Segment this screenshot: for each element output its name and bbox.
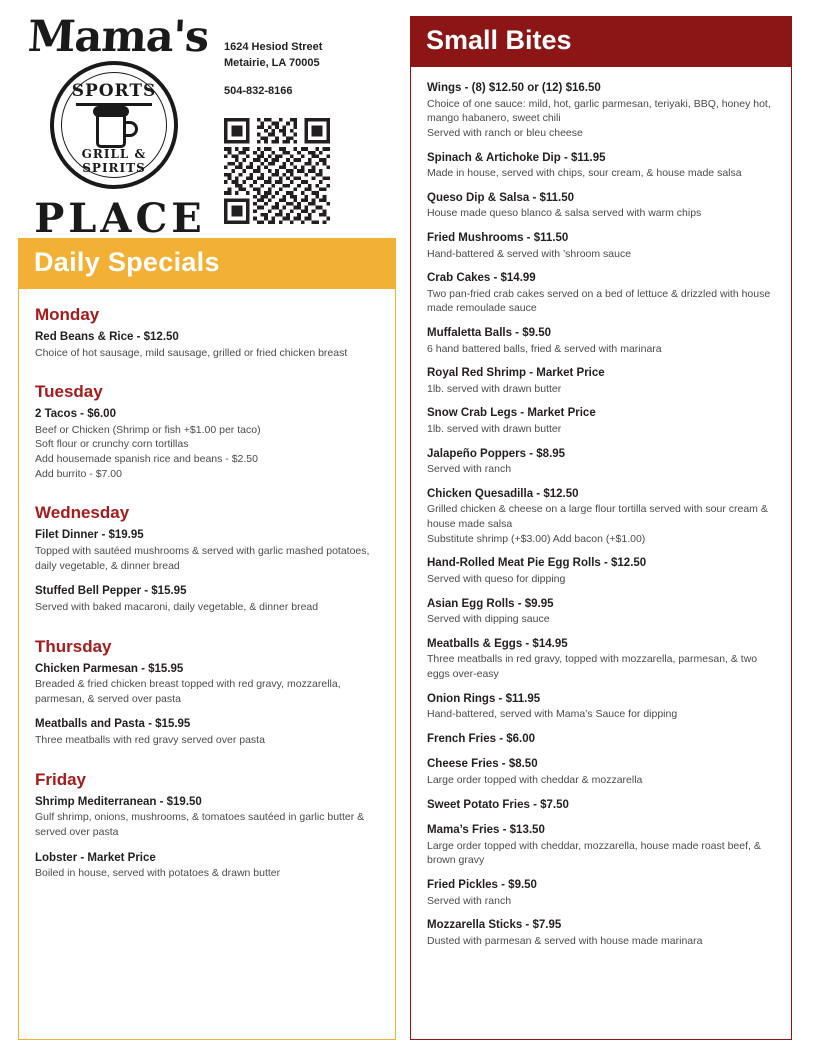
menu-item-title: Royal Red Shrimp - Market Price xyxy=(427,367,605,380)
menu-item-title: Meatballs and Pasta - $15.95 xyxy=(35,718,191,731)
menu-item-description: Served with ranch xyxy=(427,894,512,907)
right-column xyxy=(410,16,792,1040)
menu-item-description: Breaded & fried chicken breast topped with red gravy, mozzarella, parmesan, & served over pasta xyxy=(35,678,341,705)
menu-item-title: Snow Crab Legs - Market Price xyxy=(427,407,596,420)
logo-name: Mama's xyxy=(26,12,210,62)
menu-item-title: Asian Egg Rolls - $9.95 xyxy=(427,597,554,610)
logo-place: PLACE xyxy=(34,195,206,242)
menu-item-description: Choice of one sauce: mild, hot, garlic parmesan, teriyaki, BBQ, honey hot, mango habanero, sweet chili Served with ranch or bleu cheese xyxy=(427,97,771,139)
menu-item xyxy=(427,918,775,948)
menu-item xyxy=(427,366,775,396)
small-bites-body xyxy=(410,67,792,1040)
address-street: 1624 Hesiod Street xyxy=(224,41,323,53)
contact-block xyxy=(224,16,392,230)
menu-item xyxy=(427,732,775,748)
menu-item xyxy=(427,597,775,627)
menu-item-title: Jalapeño Poppers - $8.95 xyxy=(427,447,566,460)
menu-item-description: 1lb. served with drawn butter xyxy=(427,382,562,395)
menu-item-title: Mozzarella Sticks - $7.95 xyxy=(427,919,562,932)
menu-item xyxy=(35,851,379,881)
menu-item xyxy=(427,151,775,181)
menu-item xyxy=(35,795,379,840)
menu-item xyxy=(427,692,775,722)
menu-item xyxy=(35,584,379,614)
menu-item-title: Spinach & Artichoke Dip - $11.95 xyxy=(427,151,606,164)
beer-mug-icon xyxy=(90,106,138,150)
menu-item xyxy=(427,556,775,586)
menu-item-title: Chicken Parmesan - $15.95 xyxy=(35,662,184,675)
menu-item-description: Three meatballs with red gravy served over pasta xyxy=(35,733,265,746)
menu-item-title: Sweet Potato Fries - $7.50 xyxy=(427,798,569,811)
menu-item-title: Lobster - Market Price xyxy=(35,851,156,864)
menu-item-description: Made in house, served with chips, sour cream, & house made salsa xyxy=(427,167,742,180)
menu-item-title: Muffaletta Balls - $9.50 xyxy=(427,327,551,340)
menu-item xyxy=(427,798,775,814)
menu-item-description: Large order topped with cheddar & mozzarella xyxy=(427,774,643,786)
menu-item xyxy=(427,637,775,682)
menu-item-title: Wings - (8) $12.50 or (12) $16.50 xyxy=(427,82,601,94)
menu-item-title: Crab Cakes - $14.99 xyxy=(427,272,536,285)
menu-item xyxy=(427,878,775,908)
menu-item-description: Three meatballs in red gravy, topped with mozzarella, parmesan, & two eggs over-easy xyxy=(427,653,758,681)
menu-item xyxy=(427,757,775,787)
specials-day-heading: Wednesday xyxy=(35,503,130,523)
menu-item xyxy=(35,407,379,481)
menu-item xyxy=(427,81,775,141)
menu-item-title: Fried Mushrooms - $11.50 xyxy=(427,231,569,244)
logo-badge-top: SPORTS xyxy=(71,81,157,101)
menu-item-description: Grilled chicken & cheese on a large flour tortilla served with sour cream & house made salsa Substitute shrimp (+$3.00) Add bacon (+$1.00) xyxy=(427,503,768,545)
menu-item-description: 6 hand battered balls, fried & served with marinara xyxy=(427,342,662,355)
phone-number: 504-832-8166 xyxy=(224,84,293,97)
specials-day-heading: Monday xyxy=(35,305,100,324)
menu-item-description: Dusted with parmesan & served with house made marinara xyxy=(427,934,703,947)
daily-specials-body xyxy=(18,289,396,1040)
menu-item-title: Chicken Quesadilla - $12.50 xyxy=(427,487,579,500)
menu-item-description: Two pan-fried crab cakes served on a bed of lettuce & drizzled with house made remoulade sauce xyxy=(427,287,771,315)
menu-item-title: Fried Pickles - $9.50 xyxy=(427,879,537,892)
menu-item xyxy=(427,231,775,261)
menu-item-description: Served with queso for dipping xyxy=(427,572,566,585)
menu-item-title: Red Beans & Rice - $12.50 xyxy=(35,331,179,343)
menu-item-title: Mama’s Fries - $13.50 xyxy=(427,824,545,837)
menu-item-description: Boiled in house, served with potatoes & drawn butter xyxy=(35,867,281,880)
specials-day-heading: Friday xyxy=(35,769,87,789)
restaurant-logo xyxy=(22,12,218,242)
logo-badge-bottom: GRILL & SPIRITS xyxy=(81,147,147,175)
menu-item-description: Served with dipping sauce xyxy=(427,613,550,626)
menu-item xyxy=(427,406,775,436)
menu-item-title: Stuffed Bell Pepper - $15.95 xyxy=(35,585,187,598)
menu-item-description: Topped with sautéed mushrooms & served with garlic mashed potatoes, daily vegetable, & dinner bread xyxy=(35,544,370,572)
daily-specials-heading: Daily Specials xyxy=(18,238,396,289)
menu-item-description: House made queso blanco & salsa served with warm chips xyxy=(427,207,702,220)
menu-item-title: Shrimp Mediterranean - $19.50 xyxy=(35,795,202,808)
menu-item xyxy=(427,487,775,547)
menu-item xyxy=(35,528,379,573)
menu-item xyxy=(427,191,775,221)
small-bites-heading: Small Bites xyxy=(410,16,792,67)
menu-item-description: 1lb. served with drawn butter xyxy=(427,423,562,435)
address-city: Metairie, LA 70005 xyxy=(224,56,320,69)
menu-item-description: Hand-battered, served with Mama’s Sauce for dipping xyxy=(427,708,678,721)
menu-item-description: Served with baked macaroni, daily vegetable, & dinner bread xyxy=(35,600,319,613)
menu-item-description: Choice of hot sausage, mild sausage, grilled or fried chicken breast xyxy=(35,346,348,359)
menu-item xyxy=(35,330,379,360)
qr-code-icon xyxy=(224,118,330,224)
menu-item-title: Meatballs & Eggs - $14.95 xyxy=(427,637,568,650)
menu-item xyxy=(427,326,775,356)
menu-item xyxy=(427,271,775,316)
menu-item xyxy=(35,717,379,747)
menu-item-title: Queso Dip & Salsa - $11.50 xyxy=(427,191,575,204)
menu-item-title: 2 Tacos - $6.00 xyxy=(35,408,116,421)
specials-day-heading: Thursday xyxy=(35,636,112,656)
menu-item-description: Served with ranch xyxy=(427,463,512,476)
menu-item xyxy=(427,823,775,868)
header-row xyxy=(18,12,396,242)
menu-item xyxy=(35,662,379,707)
menu-item-title: Hand-Rolled Meat Pie Egg Rolls - $12.50 xyxy=(427,557,647,570)
menu-item-title: French Fries - $6.00 xyxy=(427,732,536,745)
menu-item-title: Onion Rings - $11.95 xyxy=(427,692,541,705)
logo-divider xyxy=(76,103,152,106)
menu-item-description: Beef or Chicken (Shrimp or fish +$1.00 per taco) Soft flour or crunchy corn tortillas Add housemade spanish rice and beans - $2.50 Add burrito - $7.00 xyxy=(35,423,261,480)
menu-item-description: Gulf shrimp, onions, mushrooms, & tomatoes sautéed in garlic butter & served over pasta xyxy=(35,811,365,838)
menu-item-title: Cheese Fries - $8.50 xyxy=(427,758,538,771)
menu-item-title: Filet Dinner - $19.95 xyxy=(35,529,144,542)
menu-item-description: Hand-battered & served with ’shroom sauce xyxy=(427,247,632,260)
left-column xyxy=(18,12,396,1040)
menu-item xyxy=(427,447,775,477)
specials-day-heading: Tuesday xyxy=(35,382,103,402)
logo-emblem-icon xyxy=(50,61,178,189)
menu-item-description: Large order topped with cheddar, mozzarella, house made roast beef, & brown gravy xyxy=(427,839,761,867)
